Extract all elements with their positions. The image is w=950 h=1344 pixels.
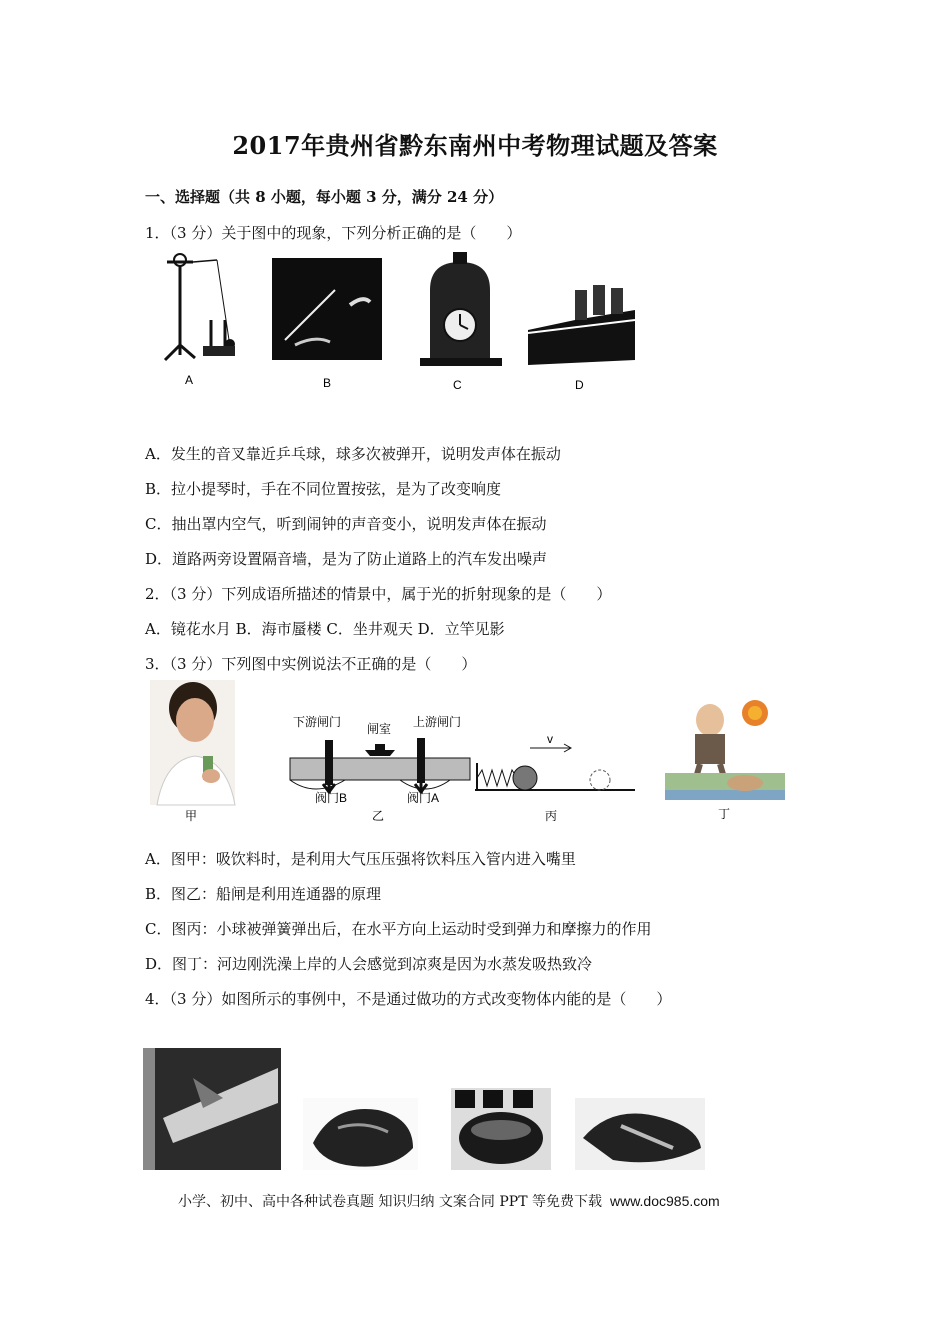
question-3-option-a: A．图甲：吸饮料时，是利用大气压压强将饮料压入管内进入嘴里: [145, 850, 576, 868]
question-2-stem: 2．（3 分）下列成语所描述的情景中，属于光的折射现象的是（ ）: [145, 585, 612, 603]
lock-up-gate-label: 上游闸门: [413, 715, 462, 729]
fig1-label-b: B: [323, 376, 332, 390]
footer-url[interactable]: www.doc985.com: [609, 1193, 720, 1209]
velocity-label: v: [547, 732, 553, 746]
violin-image: [272, 258, 382, 360]
question-4-figure: [143, 1048, 708, 1173]
spring-ball-image: [475, 732, 635, 790]
question-1-option-b: B．拉小提琴时，手在不同位置按弦，是为了改变响度: [145, 480, 502, 498]
question-3-option-c: C．图丙：小球被弹簧弹出后，在水平方向上运动时受到弹力和摩擦力的作用: [145, 920, 652, 938]
fig3-label-yi: 乙: [372, 809, 385, 823]
footer-text: 小学、初中、高中各种试卷真题 知识归纳 文案合同 PPT 等免费下载: [178, 1194, 602, 1210]
valve-b-label: 阀门B: [315, 791, 348, 805]
question-3-figure: [145, 678, 790, 828]
question-3-option-d: D．图丁：河边刚洗澡上岸的人会感觉到凉爽是因为水蒸发吸热致冷: [145, 955, 593, 973]
fig3-label-bing: 丙: [545, 809, 558, 823]
fig3-label-ding: 丁: [718, 807, 731, 821]
swimmer-image: [665, 700, 785, 800]
drilling-image: [575, 1098, 705, 1170]
lock-down-gate-label: 下游闸门: [293, 715, 342, 729]
fig3-label-jia: 甲: [185, 809, 198, 823]
question-1-stem: 1．（3 分）关于图中的现象，下列分析正确的是（ ）: [145, 224, 522, 242]
page-title: 2017年贵州省黔东南州中考物理试题及答案: [232, 131, 718, 160]
question-1-option-d: D．道路两旁设置隔音墙，是为了防止道路上的汽车发出噪声: [145, 550, 548, 568]
question-4-stem: 4．（3 分）如图所示的事例中，不是通过做功的方式改变物体内能的是（ ）: [145, 990, 672, 1008]
question-3-stem: 3．（3 分）下列图中实例说法不正确的是（ ）: [145, 655, 477, 673]
lock-chamber-label: 闸室: [367, 722, 392, 736]
fig1-label-d: D: [575, 378, 584, 392]
question-2-options: A．镜花水月 B．海市蜃楼 C．坐井观天 D．立竿见影: [145, 620, 505, 638]
section-heading: 一、选择题（共 8 小题，每小题 3 分，满分 24 分）: [145, 188, 504, 206]
bell-jar-image: [420, 252, 502, 366]
page-footer: [178, 1191, 720, 1211]
sound-barrier-image: [528, 285, 635, 365]
fig1-label-a: A: [185, 373, 194, 387]
fig1-label-c: C: [453, 378, 462, 392]
boy-drinking-image: [150, 680, 235, 805]
valve-a-label: 阀门A: [407, 791, 440, 805]
heating-pot-image: [451, 1088, 551, 1170]
question-1-option-c: C．抽出罩内空气，听到闹钟的声音变小，说明发声体在振动: [145, 515, 547, 533]
ship-lock-image: [290, 714, 470, 805]
question-1-figure: [145, 250, 690, 395]
tuning-fork-image: [165, 254, 235, 360]
slide-image: [143, 1048, 281, 1170]
question-1-option-a: A．发生的音叉靠近乒乓球，球多次被弹开，说明发声体在振动: [145, 445, 561, 463]
rubbing-hands-image: [303, 1098, 418, 1170]
question-3-option-b: B．图乙：船闸是利用连通器的原理: [145, 885, 382, 903]
